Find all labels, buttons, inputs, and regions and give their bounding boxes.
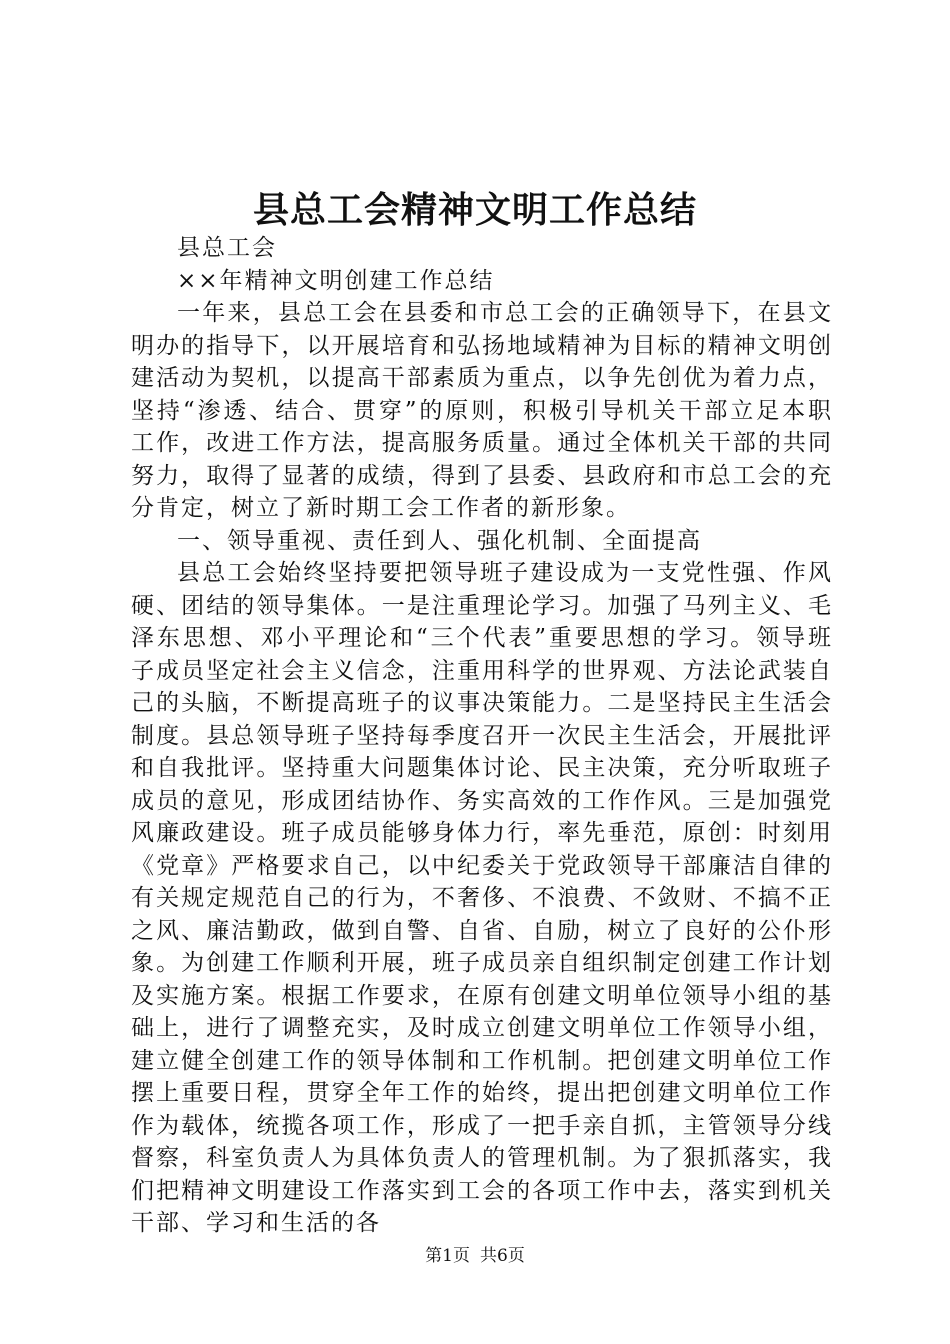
page-footer xyxy=(0,1244,950,1268)
paragraph-intro: 一年来，县总工会在县委和市总工会的正确领导下，在县文明办的指导下，以开展培育和弘扬地域精神为目标的精神文明创建活动为契机，以提高干部素质为重点，以争先创优为着力点，坚持“渗透、结合、贯穿”的原则，积极引导机关干部立足本职工作，改进工作方法，提高服务质量。通过全体机关干部的共同努力，取得了显著的成绩，得到了县委、县政府和市总工会的充分肯定，树立了新时期工会工作者的新形象。 xyxy=(131,300,833,521)
document-body xyxy=(131,232,833,1240)
paragraph-section-1: 县总工会始终坚持要把领导班子建设成为一支党性强、作风硬、团结的领导集体。一是注重理论学习。加强了马列主义、毛泽东思想、邓小平理论和“三个代表”重要思想的学习。领导班子成员坚定社会主义信念，注重用科学的世界观、方法论武装自己的头脑，不断提高班子的议事决策能力。二是坚持民主生活会制度。县总领导班子坚持每季度召开一次民主生活会，开展批评和自我批评。坚持重大问题集体讨论、民主决策，充分听取班子成员的意见，形成团结协作、务实高效的工作作风。三是加强党风廉政建设。班子成员能够身体力行，率先垂范，原创：时刻用《党章》严格要求自己，以中纪委关于党政领导干部廉洁自律的有关规定规范自己的行为，不奢侈、不浪费、不敛财、不搞不正之风、廉洁勤政，做到自警、自省、自励，树立了良好的公仆形象。为创建工作顺利开展，班子成员亲自组织制定创建工作计划及实施方案。根据工作要求，在原有创建文明单位领导小组的基础上，进行了调整充实，及时成立创建文明单位工作领导小组，建立健全创建工作的领导体制和工作机制。把创建文明单位工作摆上重要日程，贯穿全年工作的始终，提出把创建文明单位工作作为载体，统揽各项工作，形成了一把手亲自抓，主管领导分线督察，科室负责人为具体负责人的管理机制。为了狠抓落实，我们把精神文明建设工作落实到工会的各项工作中去，落实到机关干部、学习和生活的各 xyxy=(131,560,833,1236)
page-total: 共6页 xyxy=(480,1246,525,1266)
document-title: 县总工会精神文明工作总结 xyxy=(252,189,697,231)
page-number: 第1页 xyxy=(425,1246,470,1266)
paragraph-subtitle: ××年精神文明创建工作总结 xyxy=(177,267,495,294)
paragraph-org-name: 县总工会 xyxy=(177,235,277,261)
section-heading-1: 一、领导重视、责任到人、强化机制、全面提高 xyxy=(177,527,702,554)
